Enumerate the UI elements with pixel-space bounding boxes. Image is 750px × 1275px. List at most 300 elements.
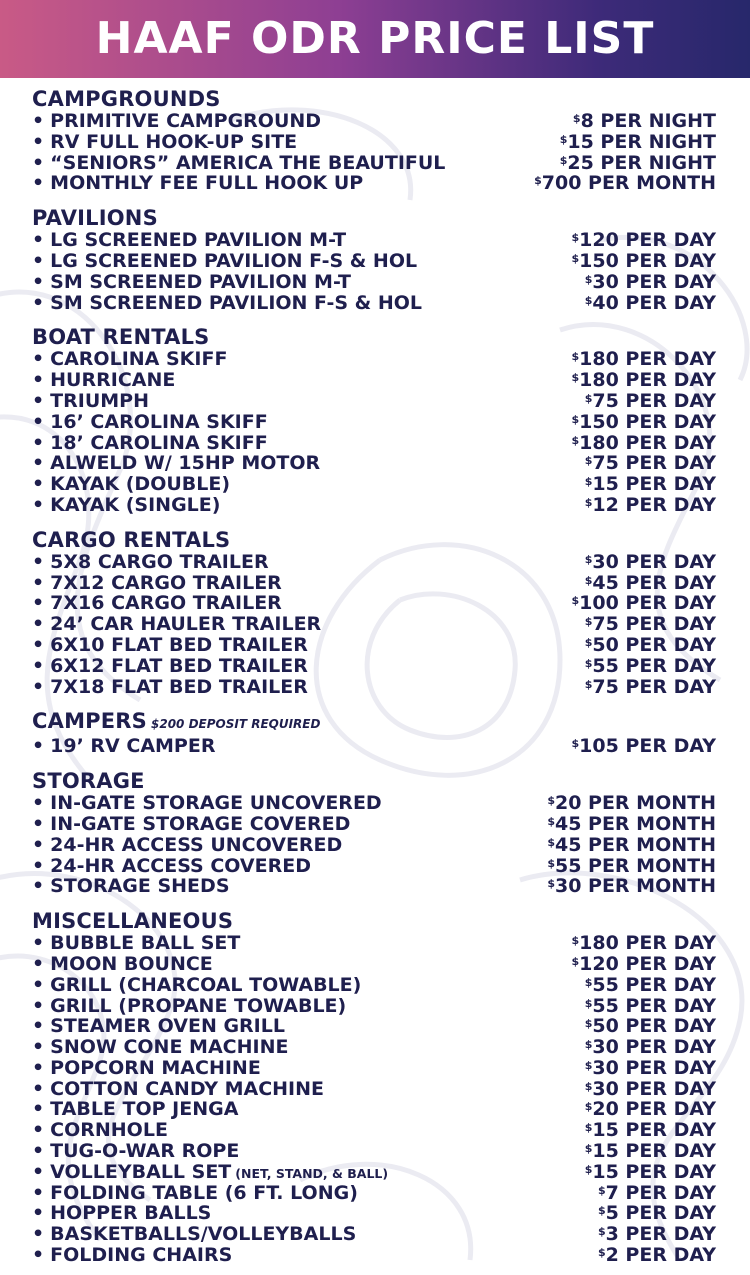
item-price-text: 3 PER DAY xyxy=(605,1223,716,1246)
dollar-sign: $ xyxy=(584,495,593,509)
item-price xyxy=(572,412,717,433)
price-item xyxy=(32,132,716,153)
item-name-text: HURRICANE xyxy=(50,369,176,392)
dollar-sign: $ xyxy=(584,454,593,468)
item-name xyxy=(32,856,311,877)
item-name xyxy=(32,1120,168,1141)
item-price-text: 100 PER DAY xyxy=(579,592,716,615)
item-name-text: 7X16 CARGO TRAILER xyxy=(50,592,282,615)
item-name-text: 19’ RV CAMPER xyxy=(50,735,216,758)
item-name-text: 6X12 FLAT BED TRAILER xyxy=(50,654,308,677)
item-price-text: 15 PER NIGHT xyxy=(567,130,716,153)
price-item xyxy=(32,153,716,174)
item-name xyxy=(32,412,268,433)
item-price-text: 180 PER DAY xyxy=(579,431,716,454)
dollar-sign: $ xyxy=(584,656,593,670)
item-note: (NET, STAND, & BALL) xyxy=(235,1165,389,1181)
item-name xyxy=(32,111,321,132)
price-item xyxy=(32,975,716,996)
price-item xyxy=(32,349,716,370)
item-name-text: ALWELD W/ 15HP MOTOR xyxy=(50,452,321,475)
dollar-sign: $ xyxy=(584,635,593,649)
item-name xyxy=(32,876,230,897)
bullet-icon: • xyxy=(32,493,45,516)
item-name-text: 5X8 CARGO TRAILER xyxy=(50,550,269,573)
price-item xyxy=(32,173,716,194)
item-price-text: 15 PER DAY xyxy=(592,1119,716,1142)
dollar-sign: $ xyxy=(571,934,580,948)
item-price xyxy=(572,593,717,614)
item-price xyxy=(585,1079,716,1100)
bullet-icon: • xyxy=(32,1160,45,1183)
bullet-icon: • xyxy=(32,952,45,975)
bullet-icon: • xyxy=(32,1223,45,1246)
item-price-text: 45 PER MONTH xyxy=(554,833,716,856)
item-price xyxy=(572,954,717,975)
item-price-text: 180 PER DAY xyxy=(579,932,716,955)
section-title-text: CAMPGROUNDS xyxy=(32,87,221,111)
dollar-sign: $ xyxy=(584,272,593,286)
dollar-sign: $ xyxy=(571,251,580,265)
item-name-text: 7X18 FLAT BED TRAILER xyxy=(50,675,308,698)
item-price xyxy=(585,272,716,293)
price-item xyxy=(32,876,716,897)
price-section xyxy=(32,326,716,515)
section-title xyxy=(32,529,716,552)
item-name xyxy=(32,495,220,516)
section-title xyxy=(32,710,716,736)
item-price-text: 20 PER DAY xyxy=(592,1098,716,1121)
item-name xyxy=(32,677,308,698)
bullet-icon: • xyxy=(32,550,45,573)
item-name xyxy=(32,573,282,594)
item-name-text: STORAGE SHEDS xyxy=(50,875,230,898)
item-name xyxy=(32,614,321,635)
item-name xyxy=(32,1141,239,1162)
page-title: HAAF ODR PRICE LIST xyxy=(95,13,655,64)
bullet-icon: • xyxy=(32,932,45,955)
item-name xyxy=(32,1037,288,1058)
bullet-icon: • xyxy=(32,633,45,656)
item-price-text: 30 PER MONTH xyxy=(554,875,716,898)
price-list xyxy=(0,78,750,1266)
item-name-text: SNOW CONE MACHINE xyxy=(50,1036,289,1059)
section-title-text: STORAGE xyxy=(32,769,145,794)
bullet-icon: • xyxy=(32,1098,45,1121)
bullet-icon: • xyxy=(32,452,45,475)
item-name xyxy=(32,635,308,656)
dollar-sign: $ xyxy=(571,737,580,751)
price-item xyxy=(32,495,716,516)
dollar-sign: $ xyxy=(584,1038,593,1052)
section-title xyxy=(32,88,716,111)
price-section xyxy=(32,207,716,313)
price-item xyxy=(32,1099,716,1120)
price-item xyxy=(32,370,716,391)
item-name-text: IN-GATE STORAGE UNCOVERED xyxy=(50,792,382,815)
price-section xyxy=(32,88,716,194)
item-price-text: 50 PER DAY xyxy=(592,633,716,656)
item-price xyxy=(547,876,716,897)
price-section xyxy=(32,910,716,1266)
item-name xyxy=(32,1203,211,1224)
item-name-text: MOON BOUNCE xyxy=(50,952,213,975)
item-price xyxy=(572,230,717,251)
section-title-text: PAVILIONS xyxy=(32,206,158,231)
price-item xyxy=(32,453,716,474)
dollar-sign: $ xyxy=(584,1058,593,1072)
item-price-text: 75 PER DAY xyxy=(592,613,716,636)
item-name-text: TABLE TOP JENGA xyxy=(50,1098,239,1121)
item-name xyxy=(32,251,417,272)
price-item xyxy=(32,835,716,856)
bullet-icon: • xyxy=(32,735,45,758)
item-name-text: BUBBLE BALL SET xyxy=(50,932,241,955)
dollar-sign: $ xyxy=(584,573,593,587)
item-name xyxy=(32,391,149,412)
price-item xyxy=(32,552,716,573)
item-price xyxy=(585,573,716,594)
dollar-sign: $ xyxy=(534,174,542,188)
item-price xyxy=(585,495,716,516)
bullet-icon: • xyxy=(32,812,45,835)
price-item xyxy=(32,677,716,698)
item-price xyxy=(585,975,716,996)
item-price xyxy=(547,835,716,856)
dollar-sign: $ xyxy=(571,412,580,426)
item-price xyxy=(572,251,717,272)
item-price-text: 75 PER DAY xyxy=(592,675,716,698)
item-price-text: 55 PER DAY xyxy=(592,994,716,1017)
item-price xyxy=(585,656,716,677)
item-price xyxy=(585,1141,716,1162)
dollar-sign: $ xyxy=(584,293,593,307)
item-name xyxy=(32,593,282,614)
item-price-text: 150 PER DAY xyxy=(579,249,716,272)
item-price xyxy=(572,933,717,954)
price-item xyxy=(32,293,716,314)
price-item xyxy=(32,391,716,412)
bullet-icon: • xyxy=(32,592,45,615)
item-price-text: 30 PER DAY xyxy=(592,1077,716,1100)
price-item xyxy=(32,474,716,495)
item-name-text: GRILL (CHARCOAL TOWABLE) xyxy=(50,973,362,996)
item-price-text: 12 PER DAY xyxy=(592,493,716,516)
dollar-sign: $ xyxy=(597,1225,606,1239)
item-name-text: POPCORN MACHINE xyxy=(50,1056,261,1079)
item-price xyxy=(585,474,716,495)
item-name-text: LG SCREENED PAVILION F-S & HOL xyxy=(50,249,418,272)
bullet-icon: • xyxy=(32,1036,45,1059)
item-price-text: 25 PER NIGHT xyxy=(567,151,716,174)
item-price-text: 700 PER MONTH xyxy=(541,172,716,195)
item-price xyxy=(572,433,717,454)
item-name xyxy=(32,656,308,677)
item-name-text: 6X10 FLAT BED TRAILER xyxy=(50,633,308,656)
item-name-text: 18’ CAROLINA SKIFF xyxy=(50,431,268,454)
item-name xyxy=(32,933,240,954)
bullet-icon: • xyxy=(32,1181,45,1204)
price-item xyxy=(32,1183,716,1204)
bullet-icon: • xyxy=(32,389,45,412)
bullet-icon: • xyxy=(32,1077,45,1100)
price-item xyxy=(32,933,716,954)
item-name xyxy=(32,1224,356,1245)
dollar-sign: $ xyxy=(597,1183,606,1197)
item-name-text: TUG-O-WAR ROPE xyxy=(50,1140,240,1163)
item-price-text: 20 PER MONTH xyxy=(554,792,716,815)
price-item xyxy=(32,593,716,614)
item-price xyxy=(585,1099,716,1120)
item-name xyxy=(32,1183,358,1204)
price-item xyxy=(32,736,716,757)
item-price-text: 180 PER DAY xyxy=(579,348,716,371)
item-price-text: 120 PER DAY xyxy=(579,952,716,975)
bullet-icon: • xyxy=(32,875,45,898)
item-price xyxy=(585,453,716,474)
item-price-text: 50 PER DAY xyxy=(592,1015,716,1038)
dollar-sign: $ xyxy=(547,794,555,808)
item-name xyxy=(32,1099,238,1120)
item-price xyxy=(547,814,716,835)
item-price-text: 55 PER DAY xyxy=(592,654,716,677)
item-name xyxy=(32,153,445,174)
price-item xyxy=(32,656,716,677)
item-name xyxy=(32,349,227,370)
item-name xyxy=(32,433,268,454)
price-item xyxy=(32,433,716,454)
item-name xyxy=(32,230,346,251)
dollar-sign: $ xyxy=(571,433,580,447)
item-price xyxy=(585,391,716,412)
item-name-text: KAYAK (DOUBLE) xyxy=(50,473,231,496)
item-name xyxy=(32,736,215,757)
item-name-text: 24-HR ACCESS UNCOVERED xyxy=(50,833,343,856)
item-name xyxy=(32,835,342,856)
price-item xyxy=(32,272,716,293)
bullet-icon: • xyxy=(32,1140,45,1163)
item-name-text: “SENIORS” AMERICA THE BEAUTIFUL xyxy=(50,151,446,174)
price-item xyxy=(32,1037,716,1058)
bullet-icon: • xyxy=(32,270,45,293)
dollar-sign: $ xyxy=(597,1204,606,1218)
item-price xyxy=(585,677,716,698)
section-title-text: CAMPERS xyxy=(32,709,147,734)
page-header xyxy=(0,0,750,78)
item-name-text: VOLLEYBALL SET xyxy=(50,1160,232,1183)
item-price xyxy=(585,1037,716,1058)
bullet-icon: • xyxy=(32,431,45,454)
bullet-icon: • xyxy=(32,792,45,815)
section-title xyxy=(32,207,716,230)
section-title-text: MISCELLANEOUS xyxy=(32,909,234,934)
item-price-text: 45 PER DAY xyxy=(592,571,716,594)
item-price xyxy=(598,1183,716,1204)
dollar-sign: $ xyxy=(584,475,593,489)
bullet-icon: • xyxy=(32,1202,45,1225)
item-price-text: 8 PER NIGHT xyxy=(580,110,716,132)
item-price-text: 30 PER DAY xyxy=(592,550,716,573)
item-name-text: 24-HR ACCESS COVERED xyxy=(50,854,311,877)
dollar-sign: $ xyxy=(571,594,580,608)
item-price-text: 5 PER DAY xyxy=(605,1202,716,1225)
bullet-icon: • xyxy=(32,571,45,594)
item-name-text: TRIUMPH xyxy=(50,389,149,412)
section-note: $200 DEPOSIT REQUIRED xyxy=(151,717,321,732)
item-name xyxy=(32,996,346,1017)
price-item xyxy=(32,954,716,975)
item-name-text: 16’ CAROLINA SKIFF xyxy=(50,410,268,433)
item-price-text: 15 PER DAY xyxy=(592,473,716,496)
item-price-text: 55 PER MONTH xyxy=(554,854,716,877)
item-price-text: 30 PER DAY xyxy=(592,270,716,293)
dollar-sign: $ xyxy=(584,615,593,629)
item-price xyxy=(598,1245,716,1266)
dollar-sign: $ xyxy=(547,877,555,891)
section-title-text: BOAT RENTALS xyxy=(32,325,210,350)
bullet-icon: • xyxy=(32,973,45,996)
bullet-icon: • xyxy=(32,130,45,153)
item-name-text: COTTON CANDY MACHINE xyxy=(50,1077,324,1100)
dollar-sign: $ xyxy=(584,1121,593,1135)
dollar-sign: $ xyxy=(584,975,593,989)
price-item xyxy=(32,1224,716,1245)
item-name-text: BASKETBALLS/VOLLEYBALLS xyxy=(50,1223,357,1246)
item-name-text: SM SCREENED PAVILION F-S & HOL xyxy=(50,291,422,314)
item-price xyxy=(585,552,716,573)
item-name xyxy=(32,1058,261,1079)
dollar-sign: $ xyxy=(571,350,580,364)
bullet-icon: • xyxy=(32,654,45,677)
item-price xyxy=(560,153,716,174)
item-price xyxy=(585,1162,716,1183)
price-section xyxy=(32,710,716,757)
item-name xyxy=(32,293,422,314)
item-price xyxy=(585,1016,716,1037)
item-price xyxy=(585,635,716,656)
dollar-sign: $ xyxy=(584,1079,593,1093)
bullet-icon: • xyxy=(32,229,45,252)
dollar-sign: $ xyxy=(572,112,581,125)
item-name-text: FOLDING TABLE (6 FT. LONG) xyxy=(50,1181,358,1204)
price-item xyxy=(32,856,716,877)
price-item xyxy=(32,1162,716,1183)
dollar-sign: $ xyxy=(584,677,593,691)
item-price-text: 15 PER DAY xyxy=(592,1160,716,1183)
bullet-icon: • xyxy=(32,410,45,433)
dollar-sign: $ xyxy=(584,996,593,1010)
item-name xyxy=(32,552,269,573)
item-name xyxy=(32,975,361,996)
item-price-text: 75 PER DAY xyxy=(592,389,716,412)
bullet-icon: • xyxy=(32,613,45,636)
bullet-icon: • xyxy=(32,1119,45,1142)
item-name-text: HOPPER BALLS xyxy=(50,1202,212,1225)
bullet-icon: • xyxy=(32,172,45,195)
section-title-text: CARGO RENTALS xyxy=(32,527,231,552)
item-name xyxy=(32,370,175,391)
price-section xyxy=(32,529,716,698)
dollar-sign: $ xyxy=(584,1142,593,1156)
item-name-text: GRILL (PROPANE TOWABLE) xyxy=(50,994,347,1017)
price-section xyxy=(32,770,716,897)
dollar-sign: $ xyxy=(547,835,555,849)
item-name-text: 7X12 CARGO TRAILER xyxy=(50,571,282,594)
bullet-icon: • xyxy=(32,1244,45,1267)
price-item xyxy=(32,573,716,594)
item-name xyxy=(32,453,320,474)
item-name xyxy=(32,474,230,495)
bullet-icon: • xyxy=(32,675,45,698)
item-price-text: 55 PER DAY xyxy=(592,973,716,996)
price-item xyxy=(32,1203,716,1224)
price-item xyxy=(32,814,716,835)
dollar-sign: $ xyxy=(547,856,555,870)
item-name xyxy=(32,1245,232,1266)
item-price xyxy=(560,132,716,153)
bullet-icon: • xyxy=(32,369,45,392)
item-price xyxy=(585,293,716,314)
bullet-icon: • xyxy=(32,1015,45,1038)
item-name-text: STEAMER OVEN GRILL xyxy=(50,1015,285,1038)
item-name-text: KAYAK (SINGLE) xyxy=(50,493,221,516)
price-item xyxy=(32,412,716,433)
item-price-text: 150 PER DAY xyxy=(579,410,716,433)
price-item xyxy=(32,230,716,251)
dollar-sign: $ xyxy=(547,814,555,828)
item-name-text: LG SCREENED PAVILION M-T xyxy=(50,229,347,252)
price-item xyxy=(32,614,716,635)
item-price-text: 2 PER DAY xyxy=(605,1244,716,1267)
item-price-text: 7 PER DAY xyxy=(605,1181,716,1204)
price-item xyxy=(32,1120,716,1141)
dollar-sign: $ xyxy=(584,391,593,405)
dollar-sign: $ xyxy=(571,231,580,245)
price-item xyxy=(32,793,716,814)
item-price xyxy=(572,736,717,757)
bullet-icon: • xyxy=(32,110,45,132)
bullet-icon: • xyxy=(32,249,45,272)
item-name xyxy=(32,954,213,975)
item-price xyxy=(585,1120,716,1141)
price-item xyxy=(32,251,716,272)
bullet-icon: • xyxy=(32,1056,45,1079)
section-title xyxy=(32,326,716,349)
dollar-sign: $ xyxy=(571,371,580,385)
dollar-sign: $ xyxy=(559,153,568,167)
bullet-icon: • xyxy=(32,994,45,1017)
price-item xyxy=(32,1016,716,1037)
item-name xyxy=(32,814,350,835)
item-name-text: PRIMITIVE CAMPGROUND xyxy=(50,110,322,132)
dollar-sign: $ xyxy=(571,954,580,968)
dollar-sign: $ xyxy=(559,132,568,146)
item-name xyxy=(32,1016,285,1037)
item-name xyxy=(32,132,297,153)
bullet-icon: • xyxy=(32,291,45,314)
dollar-sign: $ xyxy=(584,552,593,566)
bullet-icon: • xyxy=(32,473,45,496)
price-item xyxy=(32,635,716,656)
item-name-text: FOLDING CHAIRS xyxy=(50,1244,233,1267)
item-name-text: MONTHLY FEE FULL HOOK UP xyxy=(50,172,364,195)
item-name xyxy=(32,1079,324,1100)
item-price-text: 75 PER DAY xyxy=(592,452,716,475)
item-name xyxy=(32,173,363,194)
price-item xyxy=(32,111,716,132)
item-price xyxy=(585,614,716,635)
price-item xyxy=(32,996,716,1017)
